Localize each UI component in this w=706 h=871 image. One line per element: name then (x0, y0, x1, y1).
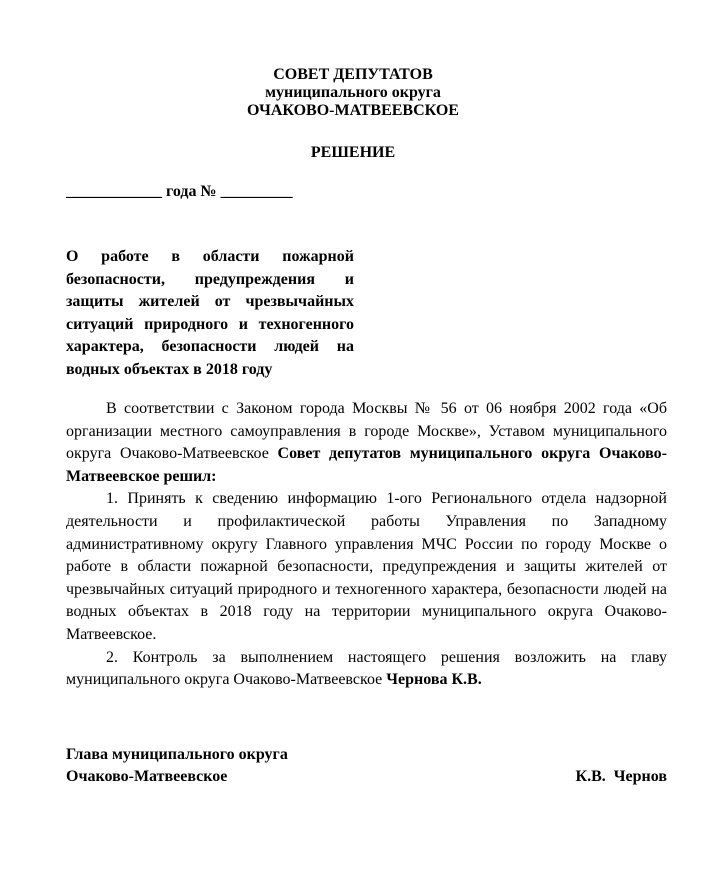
signatory-name: К.В. Чернов (575, 768, 667, 785)
signature-block (66, 744, 667, 788)
document-title: РЕШЕНИЕ (310, 144, 396, 161)
signature-row (66, 766, 667, 788)
item-1-paragraph: 1. Принять к сведению информацию 1-ого Регионального отдела надзорной деятельности и профилактической работы Управления по Западному административному округу Главного управления МЧС России по городу Москве о работе в области пожарной безопасности, предупреждения и защиты жителей от чрезвычайных ситуаций природного и техногенного характера, безопасности людей на водных объектах в 2018 году на территории муниципального округа Очаково-Матвеевское. (66, 490, 667, 643)
preamble-text: В соответствии с Законом города Москвы № 56 от 06 ноября 2002 года «Об организации местного самоуправления в городе Москве», Уставом муниципального округа Очаково-Матвеевское (66, 400, 667, 463)
document-body (66, 398, 667, 692)
item-2-paragraph (66, 647, 667, 692)
date-number-line: ____________ года № _________ (66, 183, 293, 200)
district-name: ОЧАКОВО-МАТВЕЕВСКОЕ (247, 102, 459, 119)
signature-position-line2: Очаково-Матвеевское (66, 768, 228, 785)
item-2-text: 2. Контроль за выполнением настоящего решения возложить на главу муниципального округа Очаково-Матвеевское (66, 648, 667, 689)
council-name: СОВЕТ ДЕПУТАТОВ (273, 66, 433, 83)
signature-position-line1: Глава муниципального округа (66, 746, 288, 763)
preamble-decision: Совет депутатов муниципального округа Очаково-Матвеевское решил: (66, 445, 667, 485)
document-header (0, 66, 706, 120)
decision-subject: О работе в области пожарной безопасности, предупреждения и защиты жителей от чрезвычайных ситуаций природного и техногенного характера, безопасности людей на водных объектах в 2018 году (66, 248, 354, 378)
item-2-person: Чернова К.В. (386, 671, 482, 689)
preamble-paragraph (66, 398, 667, 488)
district-type: муниципального округа (265, 84, 441, 101)
